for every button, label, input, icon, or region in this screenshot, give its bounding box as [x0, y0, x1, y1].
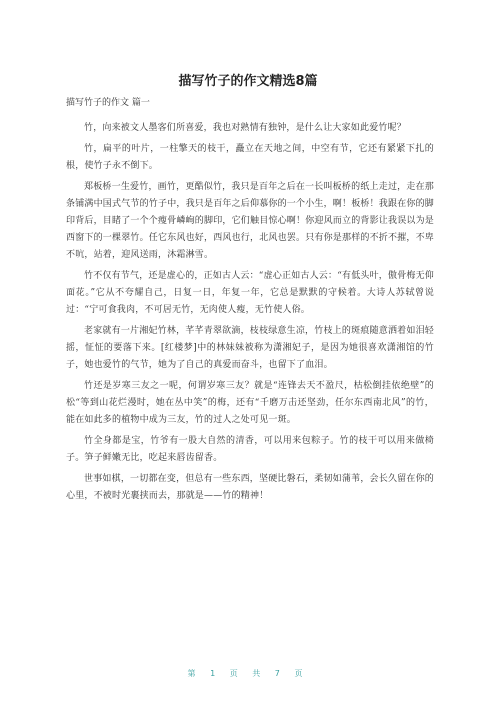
- paragraph-2: 竹，扁平的叶片，一柱擎天的枝干，矗立在天地之间，中空有节，它还有紧紧下扎的根，使竹子永不倒下。: [66, 144, 434, 171]
- paragraph-5: 老家就有一片湘妃竹林，芊芊青翠欲滴，枝枝绿意生凉，竹枝上的斑痕随意洒着如泪轻摇，怔怔的要落下来。[红楼梦]中的林妹妹被称为潇湘妃子，是因为她很喜欢潇湘馆的竹子，她也爱竹的气节，她为了自己的真爱而奋斗，也留下了血泪。: [66, 326, 434, 370]
- paragraph-7: 竹全身都是宝，竹爷有一股大自然的清香，可以用来包粽子。竹的枝干可以用来做椅子。笋子鲜嫩无比，吃起来唇齿留香。: [66, 436, 434, 463]
- paragraph-4: 竹不仅有节气，还是虚心的，正如古人云：“虚心正如古人云：“有低头叶，傲骨梅无仰面花。”它从不夸耀自己，日复一日，年复一年，它总是默默的守候着。大诗人苏轼曾说过：“宁可食我肉，不可居无竹，无肉使人瘦，无竹使人俗。: [66, 271, 435, 315]
- essay-body: [66, 120, 434, 509]
- paragraph-3: 郑板桥一生爱竹，画竹，更酷似竹，我只是百年之后在一长叫板桥的纸上走过，走在那条铺满中国式气节的竹子中，我只是百年之后仰慕你的一个小生，啊！板桥！我跟在你的脚印背后，目睹了一个个瘦骨嶙峋的脚印，它们触目惊心啊！你迎风而立的背影让我误以为是西窗下的一棵翠竹。任它东风也好，西风也行，北风也罢。只有你是那样的不折不摧，不卑不吭，站着，迎风送雨，沐霜淋雪。: [66, 182, 435, 260]
- page-number: 第 1 页 共 7 页: [187, 669, 309, 678]
- paragraph-8: 世事如棋，一切都在变，但总有一些东西，坚硬比磐石，柔韧如蒲苇，会长久留在你的心里，不被时光裹挟而去，那就是——竹的精神！: [66, 474, 434, 501]
- document-title: 描写竹子的作文精选8篇: [178, 74, 318, 89]
- essay-subtitle: 描写竹子的作文 篇一: [66, 98, 150, 108]
- paragraph-1: 竹，向来被文人墨客们所喜爱，我也对熟情有独钟，是什么让大家如此爱竹呢？: [84, 123, 407, 133]
- paragraph-6: 竹还是岁寒三友之一呢，何谓岁寒三友？就是“连锋去天不盈尺，枯松倒挂依绝壁”的松“等到山花烂漫时，她在丛中笑”的梅，还有“千磨万击还坚劲，任尔东西南北风”的竹，能在如此多的植物中成为三友，竹的过人之处可见一斑。: [66, 381, 434, 425]
